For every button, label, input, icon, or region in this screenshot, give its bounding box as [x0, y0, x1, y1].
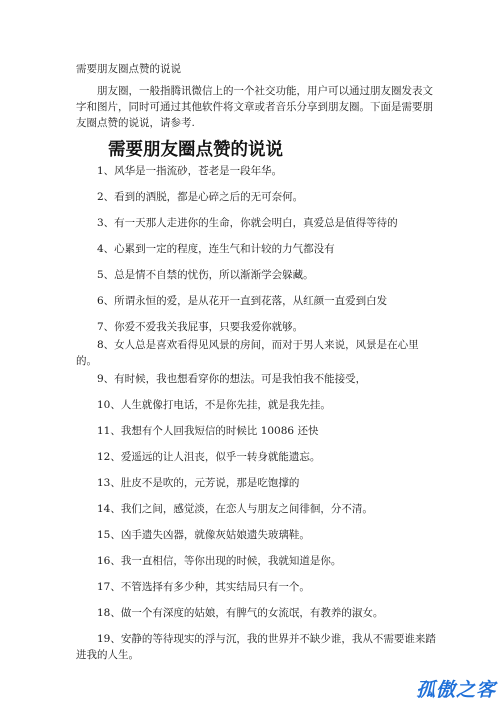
list-item: 3、有一天那人走进你的生命，你就会明白，真爱总是值得等待的: [97, 217, 398, 229]
list-item: 15、凶手遗失凶器，就像灰姑娘遗失玻璃鞋。: [97, 529, 310, 541]
list-item: 7、你爱不爱我关我屁事，只要我爱你就够。: [97, 321, 304, 333]
list-item: 10、人生就像打电话，不是你先挂，就是我先挂。: [97, 399, 331, 411]
list-item: 14、我们之间，感觉淡，在恋人与朋友之间徘徊，分不清。: [97, 503, 373, 515]
list-item: 2、看到的洒脱，都是心碎之后的无可奈何。: [97, 191, 304, 203]
document-header: 需要朋友圈点赞的说说: [76, 63, 181, 75]
list-item: 16、我一直相信，等你出现的时候，我就知道是你。: [97, 555, 342, 567]
list-item: 19、安静的等待现实的浮与沉，我的世界并不缺少谁，我从不需要谁来踏进我的人生。: [76, 633, 436, 661]
list-item: 8、女人总是喜欢看得见风景的房间，而对于男人来说，风景是在心里的。: [76, 339, 419, 367]
list-item: 13、肚皮不是吹的，元芳说，那是吃饱撑的: [97, 477, 300, 489]
list-item: 4、心累到一定的程度，连生气和计较的力气都没有: [97, 243, 335, 255]
list-item: 1、风华是一指流砂，苍老是一段年华。: [97, 165, 283, 177]
list-item: 6、所谓永恒的爱，是从花开一直到花落，从红颜一直爱到白发: [97, 295, 388, 307]
intro-paragraph: 朋友圈，一般指腾讯微信上的一个社交功能，用户可以通过朋友圈发表文字和图片，同时可通过其他软件将文章或者音乐分享到朋友圈。下面是需要朋友圈点赞的说说，请参考.: [76, 85, 433, 129]
list-item: 11、我想有个人回我短信的时候比 10086 还快: [97, 425, 319, 437]
list-item: 5、总是情不自禁的忧伤，所以渐渐学会躲藏。: [97, 269, 314, 281]
list-item: 9、有时候，我也想看穿你的想法。可是我怕我不能接受，: [97, 373, 367, 385]
list-item: 18、做一个有深度的姑娘，有脾气的女流氓，有教养的淑女。: [97, 607, 384, 619]
quote-list: [76, 158, 436, 663]
list-item: 12、爱遥远的让人沮丧，似乎一转身就能遗忘。: [97, 451, 321, 463]
list-item: 17、不管选择有多少种，其实结局只有一个。: [97, 581, 310, 593]
main-title: 需要朋友圈点赞的说说: [108, 140, 283, 160]
watermark-logo: 孤傲之客: [415, 679, 496, 701]
